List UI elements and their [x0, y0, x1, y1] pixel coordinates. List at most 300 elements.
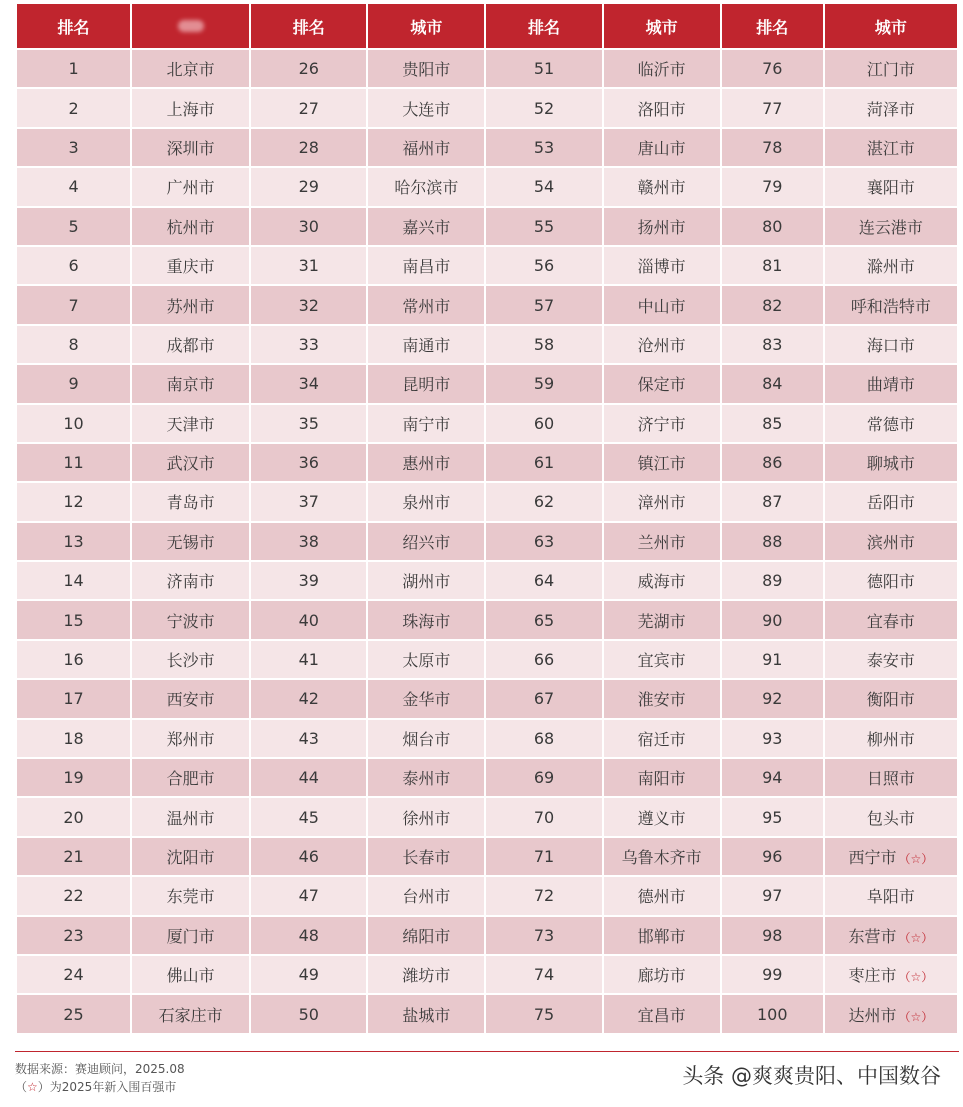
- rank-cell: [721, 719, 824, 758]
- city-cell: [603, 994, 721, 1033]
- cell-text: 深圳市: [166, 138, 215, 158]
- cell-text: 100: [756, 1004, 788, 1024]
- table-row: [16, 561, 958, 600]
- cell-text: 84: [762, 374, 783, 394]
- rank-cell: [485, 561, 602, 600]
- city-cell: [603, 797, 721, 836]
- rank-cell: [16, 325, 131, 364]
- city-cell: [131, 600, 250, 639]
- cell-text: 宿迁市: [637, 729, 686, 749]
- cell-text: 74: [533, 965, 555, 985]
- cell-text: 重庆市: [166, 257, 215, 277]
- cell-text: 绍兴市: [402, 532, 451, 552]
- cell-text: 烟台市: [402, 729, 451, 749]
- cell-text: 洛阳市: [637, 99, 686, 119]
- cell-text: 44: [298, 768, 319, 788]
- cell-text: 济宁市: [637, 414, 686, 434]
- rank-cell: [485, 404, 602, 443]
- rank-cell: [16, 128, 131, 167]
- cell-text: 海口市: [866, 335, 915, 355]
- rank-cell: [16, 719, 131, 758]
- cell-text: 廊坊市: [637, 966, 686, 986]
- city-cell: [367, 285, 485, 324]
- cell-text: 大连市: [402, 99, 451, 119]
- rank-cell: [721, 600, 824, 639]
- rank-cell: [250, 88, 367, 127]
- cell-text: 12: [63, 492, 84, 512]
- cell-text: 中山市: [637, 296, 686, 316]
- rank-cell: [721, 88, 824, 127]
- rank-cell: [721, 404, 824, 443]
- rank-cell: [250, 404, 367, 443]
- city-cell: [131, 364, 250, 403]
- cell-text: 呼和浩特市: [850, 296, 931, 316]
- cell-text: 99: [762, 965, 783, 985]
- city-cell: [131, 797, 250, 836]
- rank-cell: [721, 679, 824, 718]
- city-cell: [603, 600, 721, 639]
- cell-text: 17: [63, 689, 84, 709]
- cell-text: 襄阳市: [866, 178, 915, 198]
- city-cell: [824, 128, 958, 167]
- city-cell: [603, 404, 721, 443]
- note-text: ）为2025年新入围百强市: [37, 1080, 177, 1094]
- rank-cell: [250, 285, 367, 324]
- cell-text: 9: [68, 374, 79, 394]
- table-row: [16, 207, 958, 246]
- cell-text: 淄博市: [637, 257, 686, 277]
- city-cell: [824, 876, 958, 915]
- city-cell: [824, 443, 958, 482]
- table-row: [16, 522, 958, 561]
- cell-text: 76: [762, 59, 783, 79]
- header-city-3: 城市: [603, 3, 721, 49]
- city-cell: [824, 482, 958, 521]
- city-cell: [367, 88, 485, 127]
- rank-cell: [485, 325, 602, 364]
- table-row: [16, 797, 958, 836]
- city-cell: [131, 916, 250, 955]
- cell-text: 宜昌市: [637, 1005, 686, 1025]
- cell-text: 临沂市: [637, 60, 686, 80]
- rank-cell: [485, 207, 602, 246]
- cell-text: 29: [298, 177, 319, 197]
- city-cell: [131, 49, 250, 88]
- cell-text: 德阳市: [866, 572, 915, 592]
- rank-cell: [250, 207, 367, 246]
- cell-text: 台州市: [402, 887, 451, 907]
- cell-text: 22: [63, 886, 84, 906]
- cell-text: 53: [533, 137, 555, 157]
- cell-text: 55: [533, 216, 555, 236]
- cell-text: 邯郸市: [637, 926, 686, 946]
- city-cell: [131, 719, 250, 758]
- cell-text: 4: [68, 177, 79, 197]
- cell-text: 73: [533, 925, 555, 945]
- rank-cell: [485, 285, 602, 324]
- city-cell: [824, 285, 958, 324]
- cell-text: 93: [762, 728, 783, 748]
- cell-text: 60: [533, 413, 555, 433]
- cell-text: 7: [68, 295, 79, 315]
- cell-text: 90: [762, 610, 783, 630]
- cell-text: 75: [533, 1004, 555, 1024]
- cell-text: 福州市: [402, 138, 451, 158]
- cell-text: 67: [533, 689, 555, 709]
- cell-text: 昆明市: [402, 375, 451, 395]
- cell-text: 34: [298, 374, 319, 394]
- rank-cell: [721, 364, 824, 403]
- cell-text: 45: [298, 807, 319, 827]
- rank-cell: [16, 285, 131, 324]
- cell-text: 37: [298, 492, 319, 512]
- cell-text: 滁州市: [866, 257, 915, 277]
- city-cell: [367, 994, 485, 1033]
- city-cell: [367, 49, 485, 88]
- rank-cell: [485, 128, 602, 167]
- rank-cell: [721, 916, 824, 955]
- cell-text: 南阳市: [637, 769, 686, 789]
- cell-text: 1: [68, 59, 79, 79]
- new-entry-star-icon: （☆）: [898, 930, 934, 945]
- cell-text: 金华市: [402, 690, 451, 710]
- table-row: [16, 600, 958, 639]
- cell-text: 94: [762, 768, 783, 788]
- cell-text: 常德市: [866, 414, 915, 434]
- cell-text: 63: [533, 531, 555, 551]
- rank-cell: [721, 325, 824, 364]
- city-cell: [367, 640, 485, 679]
- cell-text: 59: [533, 374, 555, 394]
- city-cell: [824, 88, 958, 127]
- header-rank-4: 排名: [721, 3, 824, 49]
- rank-cell: [16, 600, 131, 639]
- city-cell: [367, 128, 485, 167]
- rank-cell: [250, 640, 367, 679]
- rank-cell: [721, 128, 824, 167]
- city-cell: [603, 640, 721, 679]
- cell-text: 88: [762, 531, 783, 551]
- city-cell: [367, 758, 485, 797]
- table-row: [16, 364, 958, 403]
- cell-text: 潍坊市: [402, 966, 451, 986]
- new-entry-star-icon: （☆）: [898, 1009, 934, 1024]
- cell-text: 惠州市: [402, 454, 451, 474]
- city-cell: [131, 640, 250, 679]
- city-cell: [603, 876, 721, 915]
- city-cell: [824, 679, 958, 718]
- city-cell: [824, 719, 958, 758]
- rank-cell: [485, 167, 602, 206]
- city-cell: [367, 955, 485, 994]
- rank-cell: [485, 758, 602, 797]
- table-header-row: [16, 3, 958, 49]
- cell-text: 西宁市: [848, 848, 897, 867]
- rank-cell: [485, 600, 602, 639]
- city-cell: [367, 876, 485, 915]
- header-city-4: 城市: [824, 3, 958, 49]
- cell-text: 杭州市: [166, 217, 215, 237]
- city-cell: [824, 758, 958, 797]
- cell-text: 菏泽市: [866, 99, 915, 119]
- rank-cell: [250, 916, 367, 955]
- city-cell: [367, 797, 485, 836]
- city-cell: [603, 916, 721, 955]
- rank-cell: [721, 49, 824, 88]
- cell-text: 32: [298, 295, 319, 315]
- cell-text: 盐城市: [402, 1005, 451, 1025]
- table-row: [16, 837, 958, 876]
- rank-cell: [250, 679, 367, 718]
- rank-cell: [250, 443, 367, 482]
- city-cell: [824, 955, 958, 994]
- city-cell: [603, 128, 721, 167]
- cell-text: 27: [298, 98, 319, 118]
- cell-text: 83: [762, 334, 783, 354]
- cell-text: 哈尔滨市: [394, 178, 459, 198]
- blurred-header-text: [178, 20, 204, 32]
- cell-text: 87: [762, 492, 783, 512]
- city-cell: [131, 837, 250, 876]
- cell-text: 聊城市: [866, 454, 915, 474]
- rank-cell: [250, 325, 367, 364]
- cell-text: 86: [762, 453, 783, 473]
- cell-text: 16: [63, 650, 84, 670]
- city-cell: [603, 522, 721, 561]
- cell-text: 曲靖市: [866, 375, 915, 395]
- cell-text: 沈阳市: [166, 848, 215, 867]
- rank-cell: [721, 640, 824, 679]
- rank-cell: [721, 955, 824, 994]
- rank-cell: [721, 246, 824, 285]
- rank-cell: [250, 994, 367, 1033]
- cell-text: 贵阳市: [402, 60, 451, 80]
- cell-text: 宁波市: [166, 611, 215, 631]
- rank-cell: [721, 797, 824, 836]
- table-row: [16, 167, 958, 206]
- city-cell: [131, 246, 250, 285]
- cell-text: 40: [298, 610, 319, 630]
- table-row: [16, 443, 958, 482]
- rank-cell: [250, 482, 367, 521]
- cell-text: 武汉市: [166, 454, 215, 474]
- cell-text: 92: [762, 689, 783, 709]
- cell-text: 佛山市: [166, 966, 215, 986]
- city-cell: [131, 285, 250, 324]
- rank-cell: [16, 246, 131, 285]
- cell-text: 11: [63, 453, 84, 473]
- city-cell: [603, 679, 721, 718]
- rank-cell: [721, 482, 824, 521]
- rank-cell: [16, 758, 131, 797]
- cell-text: 衡阳市: [866, 690, 915, 710]
- city-cell: [367, 207, 485, 246]
- rank-cell: [721, 443, 824, 482]
- city-cell: [131, 482, 250, 521]
- table-row: [16, 404, 958, 443]
- cell-text: 珠海市: [402, 611, 451, 631]
- cell-text: 70: [533, 807, 555, 827]
- cell-text: 42: [298, 689, 319, 709]
- cell-text: 南通市: [402, 335, 451, 355]
- city-cell: [131, 128, 250, 167]
- cell-text: 8: [68, 334, 79, 354]
- cell-text: 23: [63, 925, 84, 945]
- cell-text: 泉州市: [402, 493, 451, 513]
- rank-cell: [16, 561, 131, 600]
- city-cell: [367, 719, 485, 758]
- rank-cell: [16, 404, 131, 443]
- city-cell: [824, 916, 958, 955]
- rank-cell: [485, 88, 602, 127]
- header-city-1-obscured: [131, 3, 250, 49]
- rank-cell: [485, 482, 602, 521]
- cell-text: 达州市: [848, 1005, 897, 1025]
- city-cell: [824, 994, 958, 1033]
- table-row: [16, 482, 958, 521]
- cell-text: 南昌市: [402, 257, 451, 277]
- cell-text: 泰州市: [402, 769, 451, 789]
- city-cell: [603, 285, 721, 324]
- city-cell: [367, 167, 485, 206]
- rank-cell: [250, 758, 367, 797]
- city-cell: [367, 325, 485, 364]
- cell-text: 南宁市: [402, 414, 451, 434]
- cell-text: 18: [63, 728, 84, 748]
- cell-text: 57: [533, 295, 555, 315]
- rank-cell: [250, 364, 367, 403]
- rank-cell: [721, 522, 824, 561]
- star-open-paren: （: [898, 930, 911, 945]
- rank-cell: [485, 679, 602, 718]
- city-cell: [603, 443, 721, 482]
- cell-text: 兰州市: [637, 532, 686, 552]
- cell-text: 镇江市: [637, 454, 686, 474]
- cell-text: 厦门市: [166, 926, 215, 946]
- cell-text: 石家庄市: [158, 1005, 223, 1025]
- rank-cell: [16, 49, 131, 88]
- rank-cell: [485, 955, 602, 994]
- cell-text: 64: [533, 571, 555, 591]
- cell-text: 长沙市: [166, 651, 215, 671]
- city-cell: [131, 522, 250, 561]
- cell-text: 65: [533, 610, 555, 630]
- new-entry-note: [15, 1080, 176, 1094]
- city-cell: [824, 364, 958, 403]
- cell-text: 连云港市: [858, 217, 923, 237]
- rank-cell: [721, 758, 824, 797]
- table-row: [16, 719, 958, 758]
- cell-text: 唐山市: [637, 138, 686, 158]
- cell-text: 上海市: [166, 99, 215, 119]
- cell-text: 61: [533, 453, 555, 473]
- cell-text: 66: [533, 650, 555, 670]
- cell-text: 50: [298, 1004, 319, 1024]
- cell-text: 26: [298, 59, 319, 79]
- rank-cell: [485, 719, 602, 758]
- cell-text: 苏州市: [166, 296, 215, 316]
- cell-text: 德州市: [637, 887, 686, 907]
- cell-text: 太原市: [402, 651, 451, 671]
- city-cell: [824, 49, 958, 88]
- star-glyph: ☆: [910, 1009, 922, 1024]
- cell-text: 天津市: [166, 414, 215, 434]
- city-cell: [367, 916, 485, 955]
- table-row: [16, 758, 958, 797]
- cell-text: 扬州市: [637, 217, 686, 237]
- star-icon: ☆: [27, 1080, 38, 1094]
- cell-text: 滨州市: [866, 532, 915, 552]
- cell-text: 79: [762, 177, 783, 197]
- city-cell: [603, 207, 721, 246]
- city-cell: [603, 837, 721, 876]
- cell-text: 95: [762, 807, 783, 827]
- cell-text: 济南市: [166, 572, 215, 592]
- cell-text: 宜春市: [866, 611, 915, 631]
- rank-cell: [721, 207, 824, 246]
- cell-text: 48: [298, 925, 319, 945]
- city-cell: [824, 404, 958, 443]
- table-row: [16, 128, 958, 167]
- cell-text: 20: [63, 807, 84, 827]
- city-cell: [824, 600, 958, 639]
- city-cell: [367, 246, 485, 285]
- city-cell: [603, 482, 721, 521]
- cell-text: 江门市: [866, 60, 915, 80]
- rank-cell: [16, 364, 131, 403]
- cell-text: 无锡市: [166, 532, 215, 552]
- cell-text: 日照市: [866, 769, 915, 789]
- cell-text: 宜宾市: [637, 651, 686, 671]
- rank-cell: [16, 443, 131, 482]
- cell-text: 威海市: [637, 572, 686, 592]
- rank-cell: [250, 49, 367, 88]
- cell-text: 漳州市: [637, 493, 686, 513]
- cell-text: 80: [762, 216, 783, 236]
- rank-cell: [16, 207, 131, 246]
- rank-cell: [721, 167, 824, 206]
- city-cell: [367, 482, 485, 521]
- header-rank-2: 排名: [250, 3, 367, 49]
- table-row: [16, 325, 958, 364]
- rank-cell: [250, 719, 367, 758]
- cell-text: 包头市: [866, 808, 915, 828]
- cell-text: 41: [298, 650, 319, 670]
- rank-cell: [16, 837, 131, 876]
- city-cell: [824, 325, 958, 364]
- city-cell: [603, 758, 721, 797]
- rank-cell: [485, 876, 602, 915]
- table-row: [16, 246, 958, 285]
- cell-text: 35: [298, 413, 319, 433]
- rank-cell: [721, 876, 824, 915]
- cell-text: 郑州市: [166, 729, 215, 749]
- rank-cell: [16, 994, 131, 1033]
- city-cell: [367, 364, 485, 403]
- rank-cell: [250, 522, 367, 561]
- rank-cell: [721, 837, 824, 876]
- city-cell: [824, 207, 958, 246]
- cell-text: 85: [762, 413, 783, 433]
- city-cell: [603, 167, 721, 206]
- table-row: [16, 994, 958, 1033]
- cell-text: 91: [762, 650, 783, 670]
- city-cell: [603, 246, 721, 285]
- footer-divider: [15, 1051, 959, 1052]
- cell-text: 2: [68, 98, 79, 118]
- cell-text: 49: [298, 965, 319, 985]
- city-cell: [824, 837, 958, 876]
